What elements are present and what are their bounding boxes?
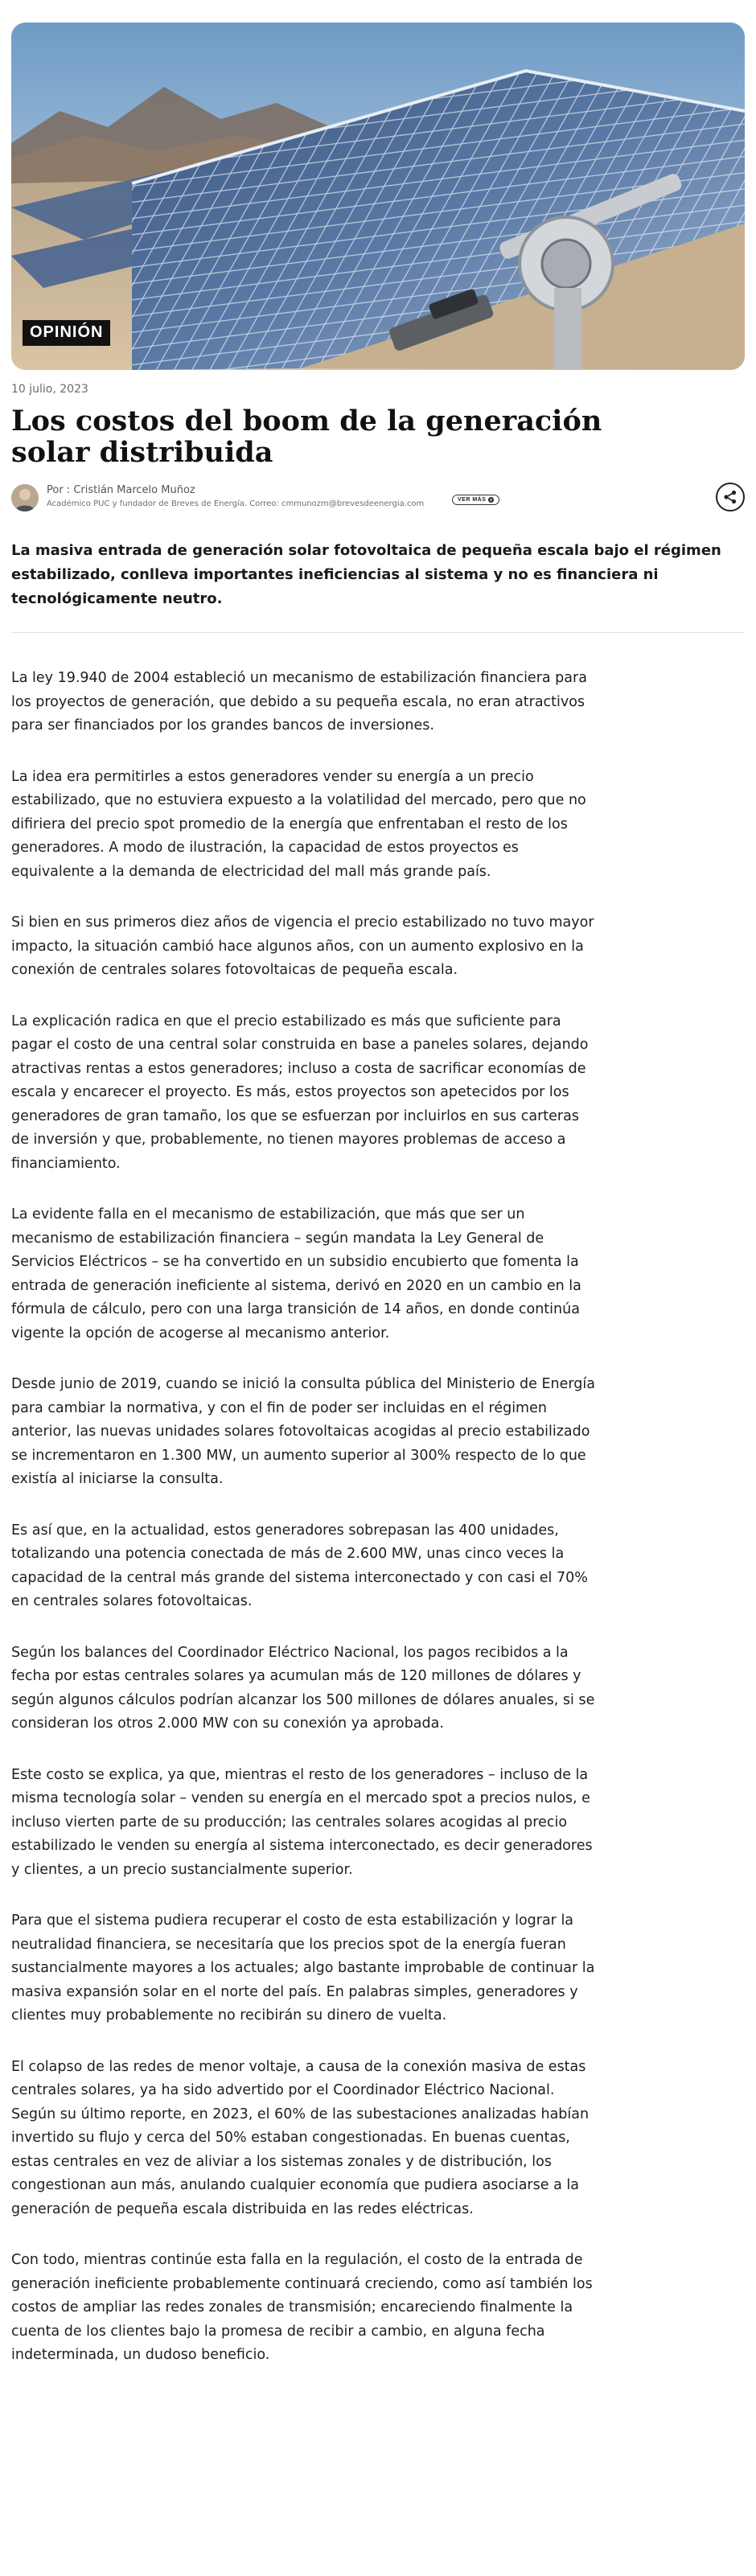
avatar[interactable] (11, 484, 39, 512)
author-avatar-icon (11, 484, 39, 512)
solar-panel-photo (11, 23, 745, 370)
body-paragraph: La explicación radica en que el precio estabilizado es más que suficiente para pagar el costo de una central solar construida en base a paneles solares, dejando atractivas rentas a estos generadores; incluso a costa de sacrificar economías de escala y encarecer el proyecto. Es más, estos proyectos son apetecidos por los generadores de gran tamaño, los que se esfuerzan por incluirlos en sus carteras de inversión y que, probablemente, no tienen mayores problemas de acceso a financiamiento. (11, 1013, 589, 1172)
article-lead: La masiva entrada de generación solar fotovoltaica de pequeña escala bajo el régimen estabilizado, conlleva importantes ineficiencias al sistema y no es financiera ni tecnológicamente neutro. (11, 542, 721, 607)
body-paragraph: Este costo se explica, ya que, mientras el resto de los generadores – incluso de la misma tecnología solar – venden su energía en el mercado spot a precios nulos, e incluso vierten parte de su producción; las centrales solares acogidas al precio estabilizado le venden su energía al sistema interconectado, es decir generadores y clientes, a un precio sustancialmente superior. (11, 1766, 593, 1878)
arrow-right-icon (488, 497, 494, 503)
body-paragraph: Es así que, en la actualidad, estos generadores sobrepasan las 400 unidades, totalizando una potencia conectada de más de 2.600 MW, unas cinco veces la capacidad de la central más grande del sistema interconectado y con casi el 70% en centrales solares fotovoltaicas. (11, 1522, 588, 1609)
body-paragraph: La ley 19.940 de 2004 estableció un mecanismo de estabilización financiera para los proyectos de generación, que debido a su pequeña escala, no eran atractivos para ser financiados por los grandes bancos de inversiones. (11, 670, 587, 733)
body-paragraph: Si bien en sus primeros diez años de vigencia el precio estabilizado no tuvo mayor impacto, la situación cambió hace algunos años, con un aumento explosivo en la conexión de centrales solares fotovoltaicas de pequeña escala. (11, 914, 594, 978)
opinion-badge[interactable]: OPINIÓN (23, 320, 110, 346)
body-paragraph: La idea era permitirles a estos generadores vender su energía a un precio estabilizado, que no estuviera expuesto a la volatilidad del mercado, pero que no difiriera del precio spot promedio de la energía que enfrentaban el resto de los generadores. A modo de ilustración, la capacidad de estos proyectos es equivalente a la demanda de electricidad del mall más grande país. (11, 768, 586, 880)
hero-image (11, 23, 745, 370)
body-paragraph: Según los balances del Coordinador Eléctrico Nacional, los pagos recibidos a la fecha por estas centrales solares ya acumulan más de 120 millones de dólares y según algunos cálculos podrían alcanzar los 500 millones de dólares anuales, si se consideran los otros 2.000 MW con su conexión ya aprobada. (11, 1644, 595, 1732)
author-row (11, 483, 745, 516)
body-paragraph: La evidente falla en el mecanismo de estabilización, que más que ser un mecanismo de estabilización financiera – según mandata la Ley General de Servicios Eléctricos – se ha convertido en un subsidio encubierto que fomenta la entrada de generación ineficiente al sistema, derivó en 2020 en un cambio en la fórmula de cálculo, pero con una larga transición de 14 años, en donde continúa vigente la opción de acogerse al mecanismo anterior. (11, 1206, 581, 1341)
body-paragraph: El colapso de las redes de menor voltaje, a causa de la conexión masiva de estas centrales solares, ya ha sido advertido por el Coordinador Eléctrico Nacional. Según su último reporte, en 2023, el 60% de las subestaciones analizadas habían invertido su flujo y cerca del 50% estaban congestionadas. En buenas cuentas, estas centrales en vez de aliviar a los sistemas zonales y de distribución, los congestionan aun más, anulando cualquier economía que pudiera asociarse a la generación de pequeña escala distribuida en las redes eléctricas. (11, 2058, 590, 2217)
author-name[interactable]: Por : Cristián Marcelo Muñoz (47, 484, 195, 496)
ver-mas-label: VER MÁS (458, 497, 487, 503)
publish-date: 10 julio, 2023 (11, 383, 88, 396)
article-title: Los costos del boom de la generación solar distribuida (11, 405, 602, 469)
body-paragraph: Para que el sistema pudiera recuperar el costo de esta estabilización y lograr la neutralidad financiera, se necesitaría que los precios spot de la energía fueran sustancialmente mayores a los actuales; algo bastante improbable de continuar la masiva expansión solar en el norte del país. En palabras simples, generadores y clientes muy probablemente no recibirán su dinero de vuelta. (11, 1912, 595, 2023)
article-page (0, 23, 756, 2368)
author-bio: Académico PUC y fundador de Breves de Energía. Correo: cmmunozm@brevesdeenergia.com (47, 499, 425, 508)
divider (11, 632, 745, 633)
share-button[interactable] (716, 483, 745, 512)
body-paragraph: Desde junio de 2019, cuando se inició la consulta pública del Ministerio de Energía para cambiar la normativa, y con el fin de poder ser incluidas en el régimen anterior, las nuevas unidades solares fotovoltaicas acogidas al precio estabilizado se incrementaron en 1.300 MW, un aumento superior al 300% respecto de lo que existía al iniciarse la consulta. (11, 1376, 595, 1487)
article-body (11, 667, 598, 2368)
body-paragraph: Con todo, mientras continúe esta falla en la regulación, el costo de la entrada de generación ineficiente probablemente continuará creciendo, como así también los costos de ampliar las redes zonales de transmisión; encareciendo finalmente la cuenta de los clientes bajo la promesa de recibir a cambio, en alguna fecha indeterminada, un dudoso beneficio. (11, 2252, 593, 2363)
ver-mas-button[interactable] (452, 495, 499, 505)
share-icon (723, 490, 738, 504)
